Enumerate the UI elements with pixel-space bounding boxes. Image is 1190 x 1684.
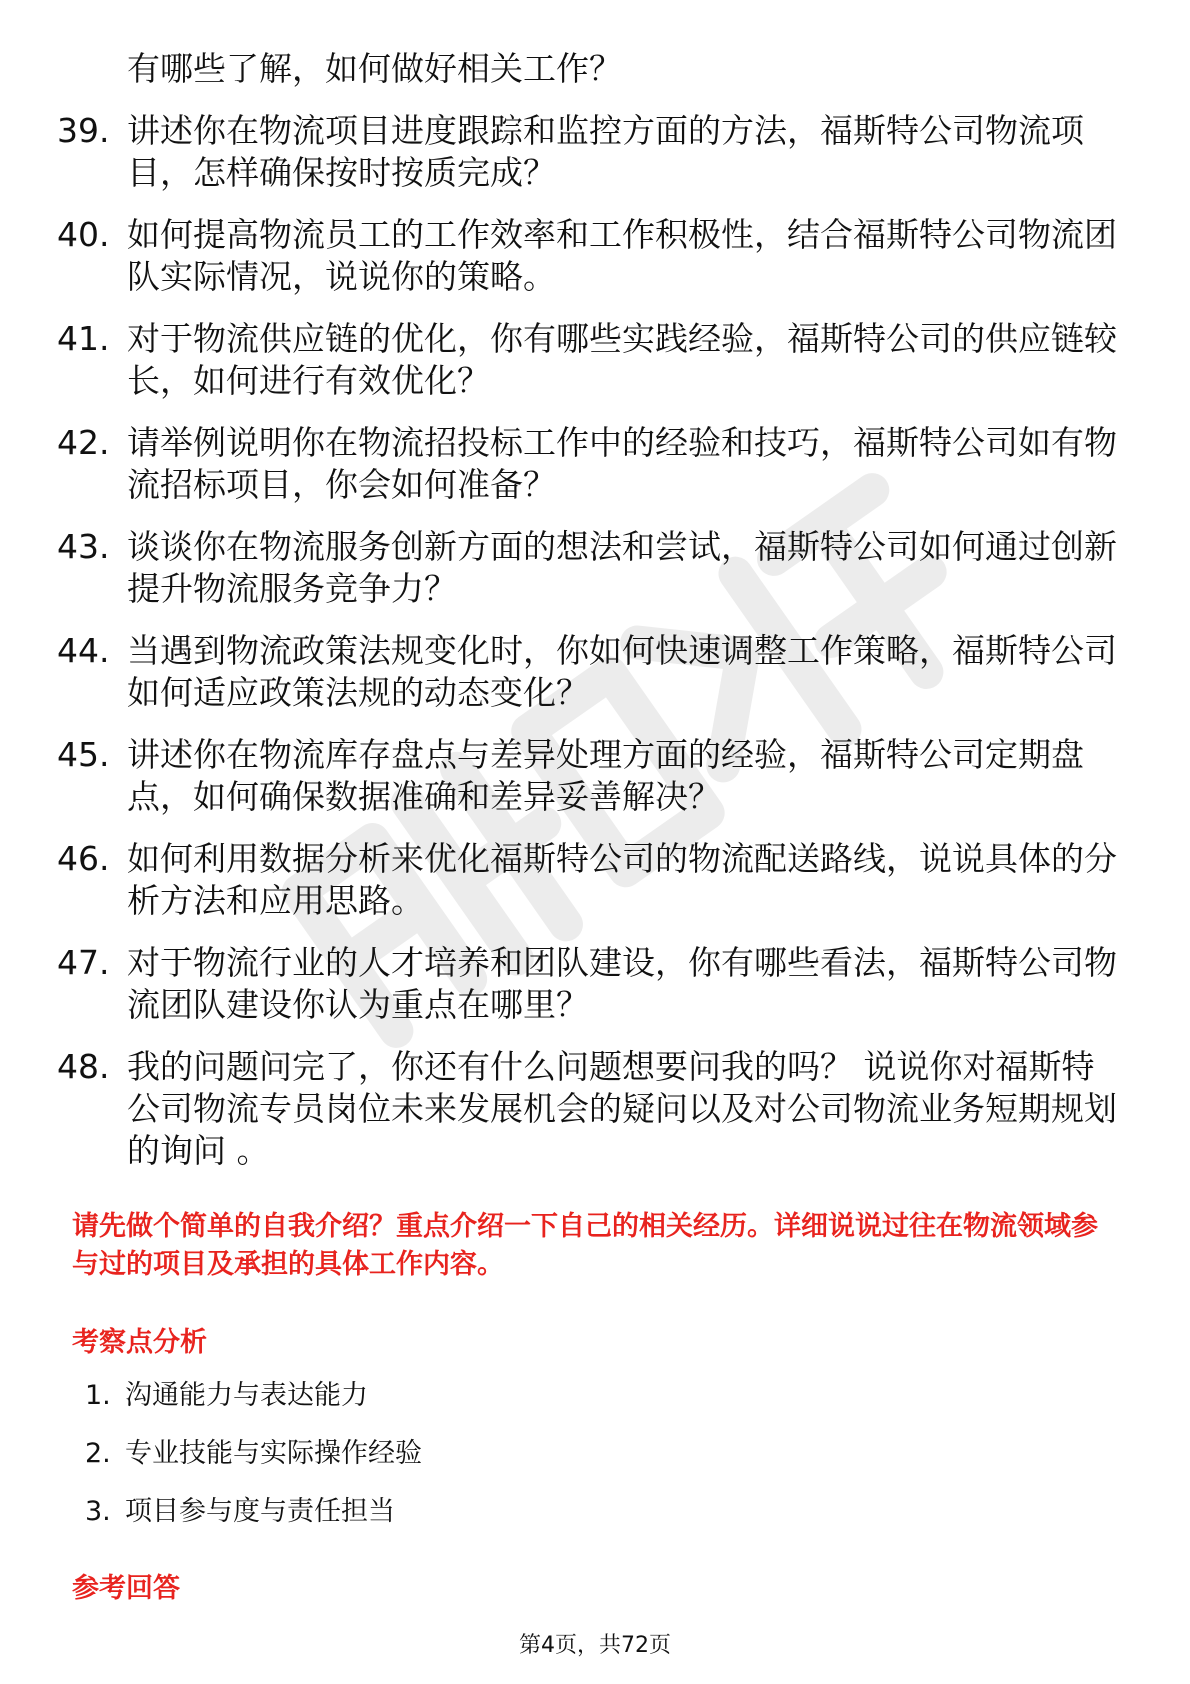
question-item bbox=[57, 630, 1117, 714]
question-number: 47. bbox=[57, 943, 110, 982]
analysis-point-text: 项目参与度与责任担当 bbox=[125, 1496, 395, 1527]
analysis-point-number: 3. bbox=[85, 1496, 111, 1527]
question-item bbox=[57, 526, 1117, 610]
question-item bbox=[57, 422, 1117, 506]
question-number: 41. bbox=[57, 319, 110, 358]
question-number: 46. bbox=[57, 839, 110, 878]
question-item bbox=[57, 838, 1117, 922]
analysis-point bbox=[85, 1378, 422, 1436]
question-text: 对于物流行业的人才培养和团队建设，你有哪些看法，福斯特公司物流团队建设你认为重点在哪里？ bbox=[127, 943, 1117, 1024]
question-item bbox=[57, 214, 1117, 298]
question-text: 如何提高物流员工的工作效率和工作积极性，结合福斯特公司物流团队实际情况，说说你的策略。 bbox=[127, 215, 1117, 296]
analysis-heading: 考察点分析 bbox=[72, 1327, 207, 1358]
question-item bbox=[57, 734, 1117, 818]
question-number: 39. bbox=[57, 111, 110, 150]
question-number: 40. bbox=[57, 215, 110, 254]
analysis-point bbox=[85, 1436, 422, 1494]
page-number-footer: 第4页，共72页 bbox=[519, 1633, 671, 1658]
question-number: 43. bbox=[57, 527, 110, 566]
analysis-point-text: 专业技能与实际操作经验 bbox=[125, 1438, 422, 1469]
analysis-point-number: 2. bbox=[85, 1438, 111, 1469]
question-list bbox=[57, 110, 1117, 1192]
question-item bbox=[57, 942, 1117, 1026]
question-text: 对于物流供应链的优化，你有哪些实践经验，福斯特公司的供应链较长，如何进行有效优化？ bbox=[127, 319, 1117, 400]
question-text: 谈谈你在物流服务创新方面的想法和尝试，福斯特公司如何通过创新提升物流服务竞争力？ bbox=[127, 527, 1117, 608]
analysis-point-text: 沟通能力与表达能力 bbox=[125, 1380, 368, 1411]
analysis-point-number: 1. bbox=[85, 1380, 111, 1411]
question-number: 45. bbox=[57, 735, 110, 774]
highlighted-question: 请先做个简单的自我介绍？重点介绍一下自己的相关经历。详细说说过往在物流领域参与过的项目及承担的具体工作内容。 bbox=[72, 1211, 1098, 1280]
question-text: 讲述你在物流库存盘点与差异处理方面的经验，福斯特公司定期盘点，如何确保数据准确和差异妥善解决？ bbox=[127, 735, 1084, 816]
answer-heading: 参考回答 bbox=[72, 1573, 180, 1604]
question-text: 讲述你在物流项目进度跟踪和监控方面的方法，福斯特公司物流项目，怎样确保按时按质完成？ bbox=[127, 111, 1084, 192]
question-text: 请举例说明你在物流招投标工作中的经验和技巧，福斯特公司如有物流招标项目，你会如何准备？ bbox=[127, 423, 1117, 504]
question-number: 42. bbox=[57, 423, 110, 462]
question-item bbox=[57, 318, 1117, 402]
question-item bbox=[57, 1046, 1117, 1172]
question-number: 44. bbox=[57, 631, 110, 670]
analysis-point bbox=[85, 1494, 422, 1552]
analysis-point-list bbox=[85, 1378, 422, 1552]
question-text: 如何利用数据分析来优化福斯特公司的物流配送路线，说说具体的分析方法和应用思路。 bbox=[127, 839, 1117, 920]
question-text: 当遇到物流政策法规变化时，你如何快速调整工作策略，福斯特公司如何适应政策法规的动态变化？ bbox=[127, 631, 1117, 712]
question-number: 48. bbox=[57, 1047, 110, 1086]
question-text: 我的问题问完了，你还有什么问题想要问我的吗？ 说说你对福斯特公司物流专员岗位未来发展机会的疑问以及对公司物流业务短期规划的询问 。 bbox=[127, 1047, 1117, 1170]
question-continuation: 有哪些了解，如何做好相关工作？ bbox=[127, 49, 622, 88]
question-item bbox=[57, 110, 1117, 194]
